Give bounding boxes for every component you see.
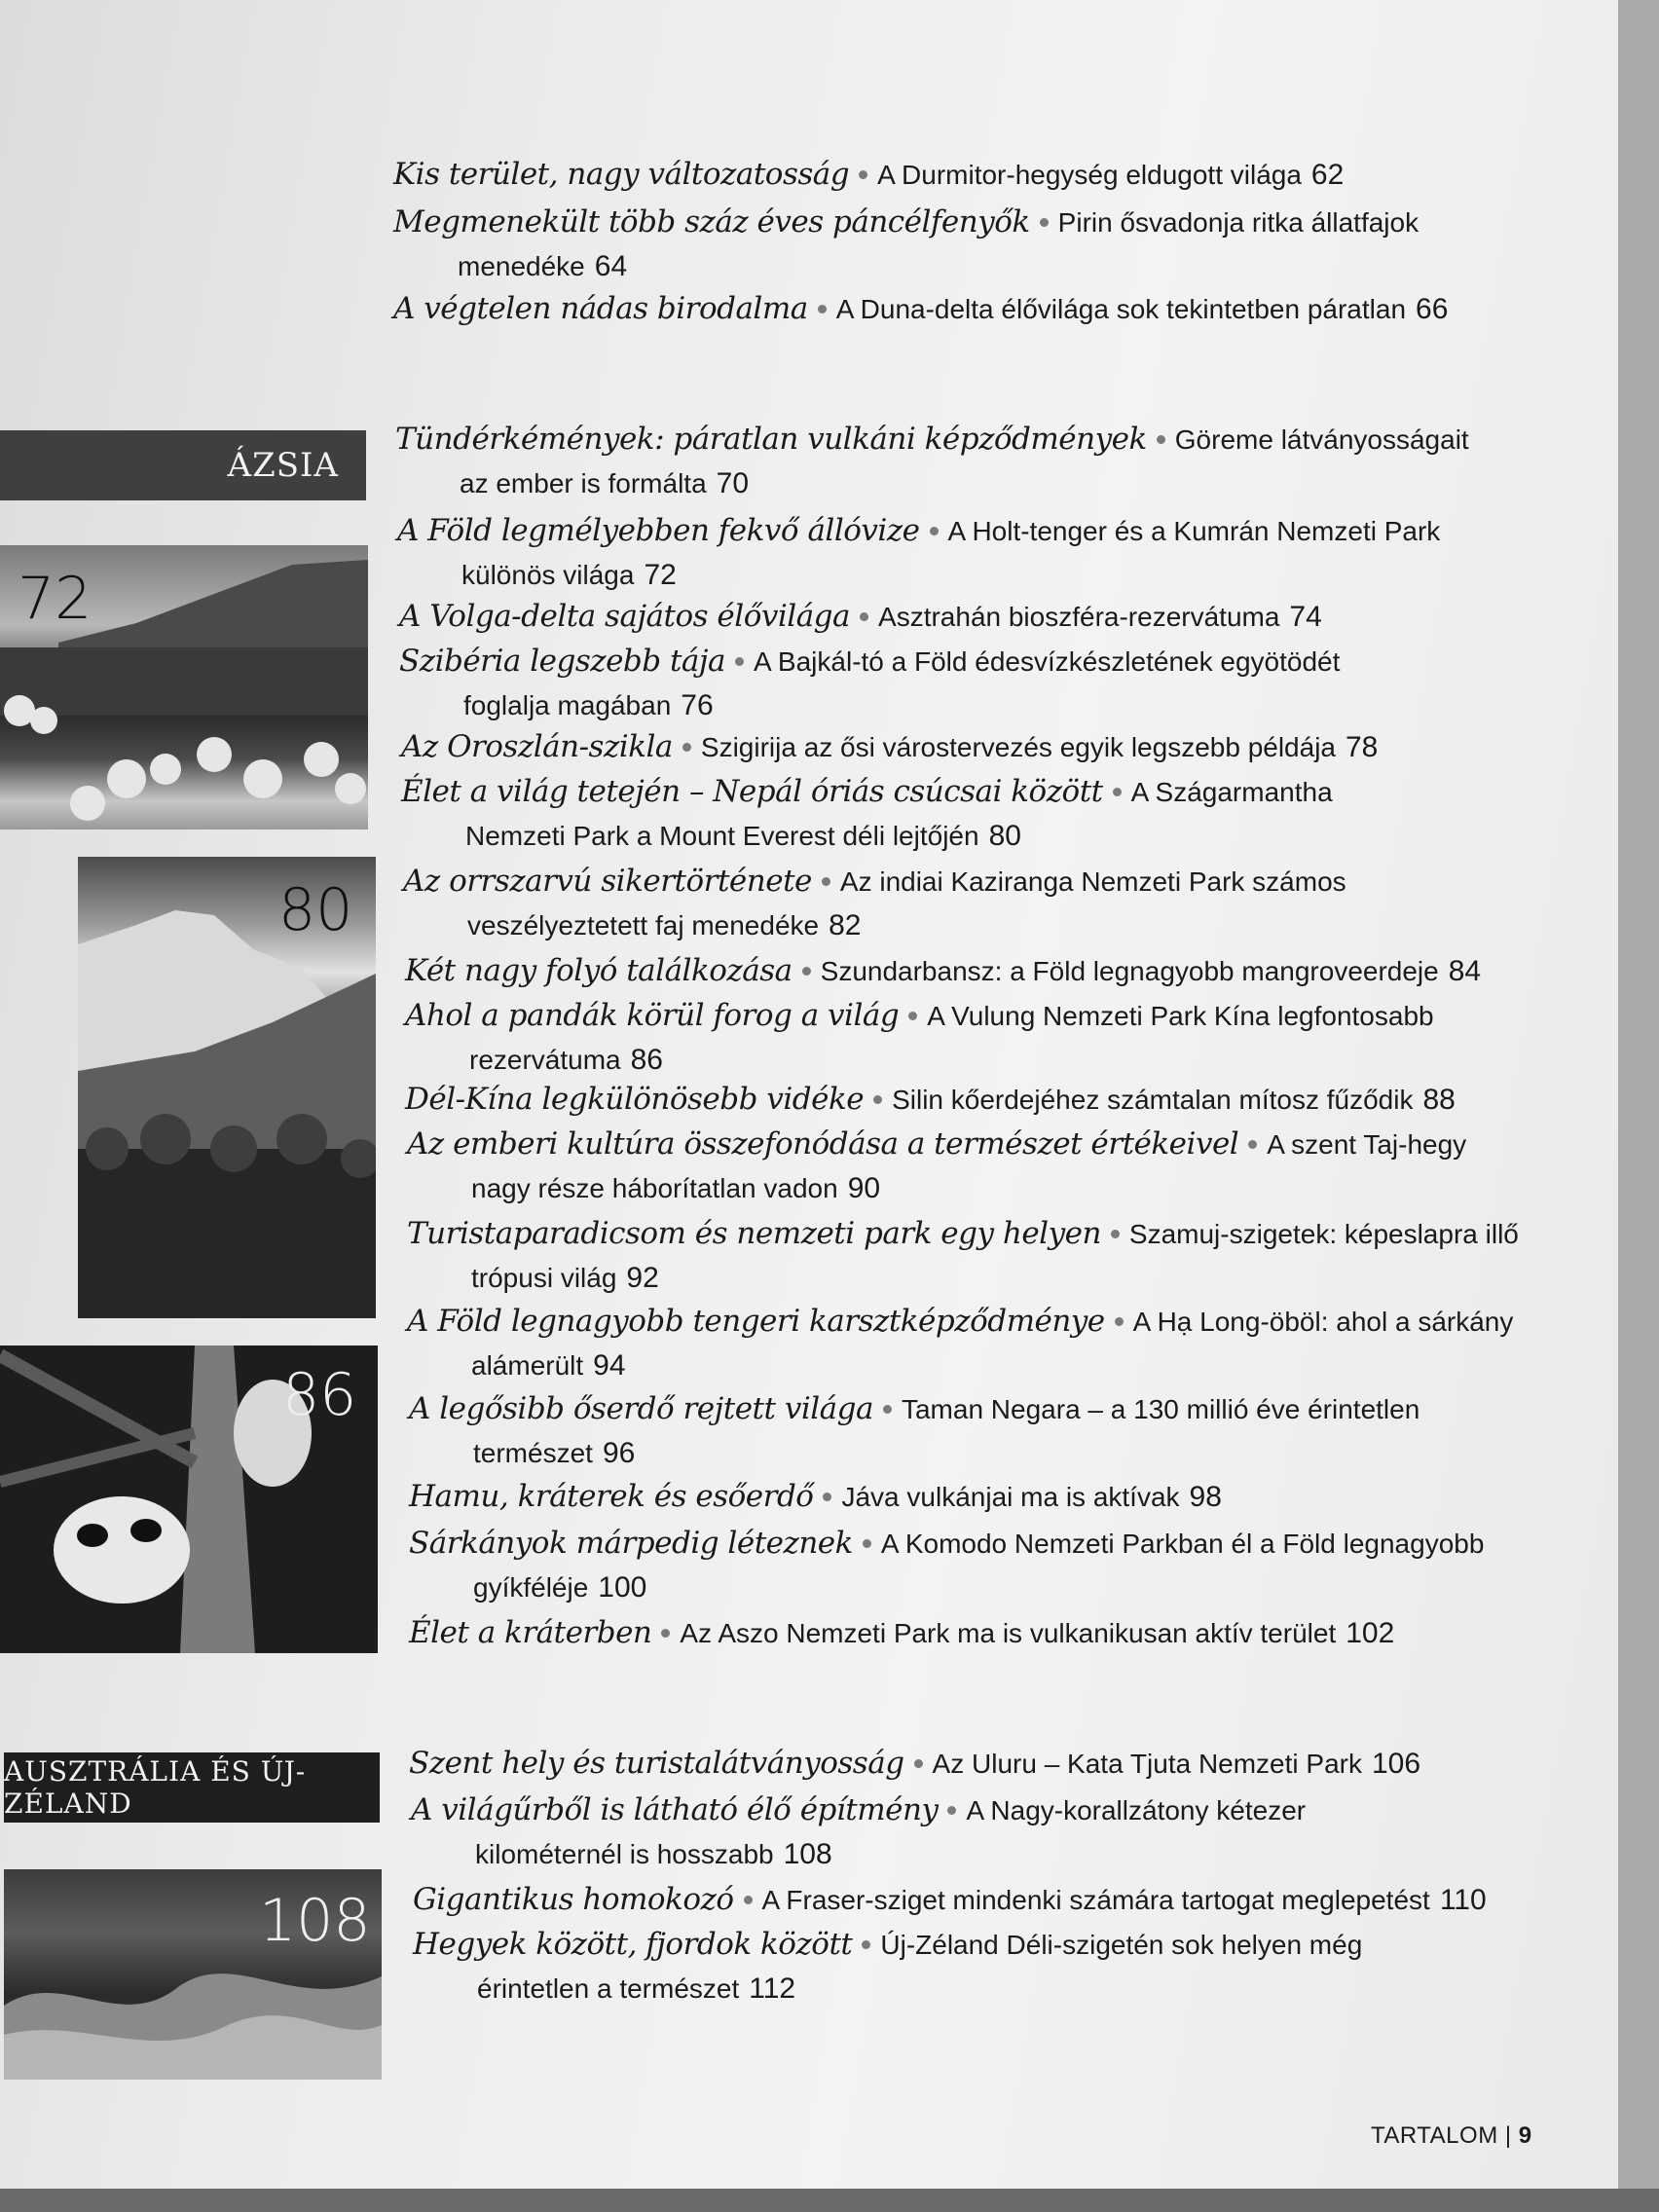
entry-title: Ahol a pandák körül forog a világ bbox=[405, 998, 900, 1033]
entry-description: Az Uluru – Kata Tjuta Nemzeti Park bbox=[932, 1749, 1362, 1779]
entry-title: Két nagy folyó találkozása bbox=[405, 953, 793, 988]
bullet-icon bbox=[802, 967, 811, 976]
toc-entry[interactable] bbox=[403, 859, 1346, 941]
bullet-icon bbox=[682, 743, 691, 752]
entry-description: A Holt-tenger és a Kumrán Nemzeti Park bbox=[947, 516, 1441, 546]
toc-entry[interactable] bbox=[401, 724, 1378, 770]
entry-title: Turistaparadicsom és nemzeti park egy helyen bbox=[407, 1216, 1101, 1251]
bullet-icon bbox=[908, 1012, 917, 1020]
entry-description: A Hạ Long-öböl: ahol a sárkány bbox=[1132, 1307, 1514, 1337]
entry-title: Szent hely és turistalátványosság bbox=[409, 1746, 904, 1781]
entry-title: A Volga-delta sajátos élővilága bbox=[399, 599, 851, 634]
footer-separator: | bbox=[1504, 2122, 1512, 2149]
toc-entry[interactable] bbox=[407, 1211, 1519, 1294]
entry-title: A Föld legmélyebben fekvő állóvize bbox=[397, 513, 920, 548]
bullet-icon bbox=[1111, 1230, 1120, 1238]
entry-description: Az indiai Kaziranga Nemzeti Park számos bbox=[839, 866, 1346, 897]
toc-entry[interactable] bbox=[411, 1788, 1307, 1870]
entry-description-cont: természet bbox=[473, 1438, 593, 1468]
entry-description: A Komodo Nemzeti Parkban él a Föld legnagyobb bbox=[880, 1529, 1485, 1559]
page-footer bbox=[1371, 2122, 1532, 2150]
toc-entry[interactable] bbox=[409, 1610, 1394, 1656]
bottom-strip bbox=[0, 2189, 1659, 2212]
bullet-icon bbox=[862, 1940, 870, 1949]
entry-page: 110 bbox=[1439, 1884, 1487, 1916]
entry-description: Szundarbansz: a Föld legnagyobb mangroveerdeje bbox=[820, 956, 1439, 986]
entry-description: Jáva vulkánjai ma is aktívak bbox=[841, 1482, 1180, 1512]
bullet-icon bbox=[744, 1896, 753, 1904]
section-title-australia: AUSZTRÁLIA ÉS ÚJ-ZÉLAND bbox=[4, 1755, 307, 1820]
toc-entry[interactable] bbox=[413, 1877, 1487, 1923]
toc-entry[interactable] bbox=[399, 594, 1322, 640]
entry-description-cont: érintetlen a természet bbox=[477, 1973, 740, 2004]
entry-title: Hegyek között, fjordok között bbox=[413, 1927, 853, 1962]
toc-entry[interactable] bbox=[399, 639, 1341, 721]
entry-title: A világűrből is látható élő építmény bbox=[411, 1792, 939, 1827]
bullet-icon bbox=[1115, 1317, 1124, 1326]
entry-title: Az orrszarvú sikertörténete bbox=[403, 864, 812, 899]
entry-description-cont: különös világa bbox=[461, 560, 635, 590]
entry-page: 86 bbox=[630, 1044, 663, 1076]
toc-entry[interactable] bbox=[409, 1474, 1222, 1520]
photo-page-number: 86 bbox=[282, 1361, 357, 1429]
entry-page: 84 bbox=[1448, 955, 1482, 987]
entry-title: A végtelen nádas birodalma bbox=[393, 291, 808, 326]
entry-title: Hamu, kráterek és esőerdő bbox=[409, 1479, 814, 1514]
toc-entry[interactable] bbox=[409, 1741, 1420, 1787]
entry-description: A Szágarmantha bbox=[1130, 777, 1333, 807]
entry-title: Megmenekült több száz éves páncélfenyők bbox=[393, 204, 1030, 240]
bullet-icon bbox=[1040, 218, 1049, 227]
entry-title: Kis terület, nagy változatosság bbox=[393, 157, 850, 192]
entry-description: Szigirija az ősi várostervezés egyik legszebb példája bbox=[700, 732, 1336, 762]
entry-title: Dél-Kína legkülönösebb vidéke bbox=[405, 1082, 865, 1117]
entry-page: 106 bbox=[1371, 1748, 1421, 1780]
entry-description: Új-Zéland Déli-szigetén sok helyen még bbox=[880, 1930, 1363, 1960]
toc-entry[interactable] bbox=[401, 769, 1333, 852]
section-band-australia bbox=[4, 1752, 380, 1823]
bullet-icon bbox=[1113, 788, 1122, 796]
entry-description-cont: veszélyeztetett faj menedéke bbox=[467, 910, 820, 940]
entry-description: A Durmitor-hegység eldugott világa bbox=[877, 160, 1302, 190]
entry-description-cont: kilométernél is hosszabb bbox=[475, 1839, 774, 1869]
entry-page: 76 bbox=[681, 689, 714, 721]
toc-entry[interactable] bbox=[407, 1122, 1467, 1204]
bullet-icon bbox=[873, 1095, 882, 1104]
bullet-icon bbox=[947, 1806, 956, 1815]
entry-description-cont: rezervátuma bbox=[469, 1045, 621, 1075]
photo-panda bbox=[0, 1346, 378, 1653]
bullet-icon bbox=[859, 170, 867, 179]
photo-page-number: 108 bbox=[259, 1887, 371, 1955]
bullet-icon bbox=[930, 527, 939, 535]
entry-page: 94 bbox=[593, 1349, 626, 1382]
entry-page: 70 bbox=[716, 467, 750, 499]
photo-reef bbox=[4, 1869, 382, 2080]
toc-entry[interactable] bbox=[407, 1299, 1514, 1382]
entry-description-cont: foglalja magában bbox=[463, 690, 672, 720]
entry-description-cont: menedéke bbox=[458, 251, 585, 281]
toc-entry[interactable] bbox=[397, 508, 1441, 591]
entry-page: 108 bbox=[783, 1838, 832, 1870]
entry-page: 102 bbox=[1346, 1617, 1395, 1649]
entry-page: 78 bbox=[1346, 731, 1379, 763]
entry-title: Élet a világ tetején – Nepál óriás csúcsai között bbox=[401, 774, 1103, 809]
toc-entry[interactable] bbox=[405, 948, 1481, 994]
entry-description: A Bajkál-tó a Föld édesvízkészletének egyötödét bbox=[754, 646, 1341, 677]
footer-page-number: 9 bbox=[1518, 2122, 1532, 2149]
bullet-icon bbox=[863, 1539, 871, 1548]
entry-title: A legősibb őserdő rejtett világa bbox=[409, 1391, 873, 1426]
entry-description: A Duna-delta élővilága sok tekintetben páratlan bbox=[835, 294, 1407, 324]
entry-description: A Fraser-sziget mindenki számára tartogat meglepetést bbox=[761, 1885, 1430, 1915]
toc-entry[interactable] bbox=[393, 200, 1419, 282]
bullet-icon bbox=[883, 1405, 892, 1414]
entry-description: Pirin ősvadonja ritka állatfajok bbox=[1057, 207, 1419, 238]
entry-description-cont: az ember is formálta bbox=[460, 468, 707, 498]
toc-entry[interactable] bbox=[395, 417, 1469, 499]
entry-title: Az emberi kultúra összefonódása a természet értékeivel bbox=[407, 1126, 1239, 1161]
entry-description-cont: gyíkféléje bbox=[473, 1572, 589, 1603]
footer-label: TARTALOM bbox=[1371, 2122, 1498, 2149]
entry-title: Az Oroszlán-szikla bbox=[401, 729, 673, 764]
entry-page: 64 bbox=[594, 250, 628, 282]
entry-page: 88 bbox=[1422, 1084, 1456, 1116]
bullet-icon bbox=[1157, 435, 1165, 444]
photo-page-number: 80 bbox=[278, 876, 353, 944]
entry-description: A Nagy-korallzátony kétezer bbox=[966, 1795, 1307, 1825]
bullet-icon bbox=[822, 877, 830, 886]
toc-entry[interactable] bbox=[409, 1386, 1420, 1469]
entry-page: 100 bbox=[598, 1571, 647, 1604]
entry-page: 72 bbox=[644, 559, 677, 591]
entry-description-cont: Nemzeti Park a Mount Everest déli lejtőjén bbox=[465, 821, 979, 851]
entry-page: 98 bbox=[1189, 1481, 1222, 1513]
entry-page: 90 bbox=[847, 1172, 881, 1204]
bullet-icon bbox=[818, 305, 827, 313]
section-title-asia: ÁZSIA bbox=[227, 446, 339, 485]
toc-entry[interactable] bbox=[393, 286, 1448, 332]
entry-page: 62 bbox=[1310, 159, 1345, 191]
photo-himalaya bbox=[78, 857, 376, 1318]
entry-description: Taman Negara – a 130 millió éve érintetlen bbox=[901, 1394, 1420, 1424]
entry-title: Gigantikus homokozó bbox=[413, 1882, 734, 1917]
toc-entry[interactable] bbox=[405, 993, 1434, 1076]
entry-page: 96 bbox=[602, 1437, 636, 1469]
entry-title: Élet a kráterben bbox=[409, 1615, 652, 1650]
toc-entry[interactable] bbox=[405, 1077, 1456, 1123]
entry-description: A szent Taj-hegy bbox=[1267, 1129, 1467, 1160]
photo-page-number: 72 bbox=[18, 565, 92, 633]
toc-entry[interactable] bbox=[413, 1922, 1363, 2005]
photo-dead-sea bbox=[0, 545, 368, 830]
entry-description: Szamuj-szigetek: képeslapra illő bbox=[1128, 1219, 1519, 1249]
bullet-icon bbox=[914, 1759, 923, 1768]
entry-description-cont: alámerült bbox=[471, 1350, 584, 1381]
bullet-icon bbox=[860, 612, 868, 621]
entry-title: A Föld legnagyobb tengeri karsztképződménye bbox=[407, 1304, 1105, 1339]
entry-title: Sárkányok márpedig léteznek bbox=[409, 1526, 853, 1561]
entry-description: A Vulung Nemzeti Park Kína legfontosabb bbox=[927, 1001, 1434, 1031]
entry-description: Silin kőerdejéhez számtalan mítosz fűződik bbox=[892, 1085, 1414, 1115]
toc-entry[interactable] bbox=[393, 152, 1344, 198]
entry-page: 80 bbox=[988, 820, 1021, 852]
section-band-asia bbox=[0, 430, 366, 500]
entry-page: 82 bbox=[829, 909, 862, 941]
entry-description-cont: trópusi világ bbox=[471, 1263, 617, 1293]
entry-page: 92 bbox=[626, 1262, 659, 1294]
page-edge bbox=[1618, 0, 1659, 2212]
entry-description: Asztrahán bioszféra-rezervátuma bbox=[878, 602, 1280, 632]
entry-page: 112 bbox=[749, 1972, 796, 2005]
entry-description-cont: nagy része háborítatlan vadon bbox=[471, 1173, 838, 1203]
toc-entry[interactable] bbox=[409, 1521, 1485, 1604]
entry-description: Az Aszo Nemzeti Park ma is vulkanikusan aktív terület bbox=[680, 1618, 1337, 1648]
bullet-icon bbox=[735, 657, 744, 666]
bullet-icon bbox=[661, 1629, 670, 1638]
bullet-icon bbox=[1248, 1140, 1257, 1149]
entry-title: Szibéria legszebb tája bbox=[399, 644, 726, 679]
bullet-icon bbox=[823, 1493, 831, 1501]
entry-description: Göreme látványosságait bbox=[1174, 424, 1469, 455]
entry-page: 66 bbox=[1416, 293, 1449, 325]
entry-title: Tündérkémények: páratlan vulkáni képződmények bbox=[395, 422, 1147, 457]
entry-page: 74 bbox=[1289, 601, 1322, 633]
